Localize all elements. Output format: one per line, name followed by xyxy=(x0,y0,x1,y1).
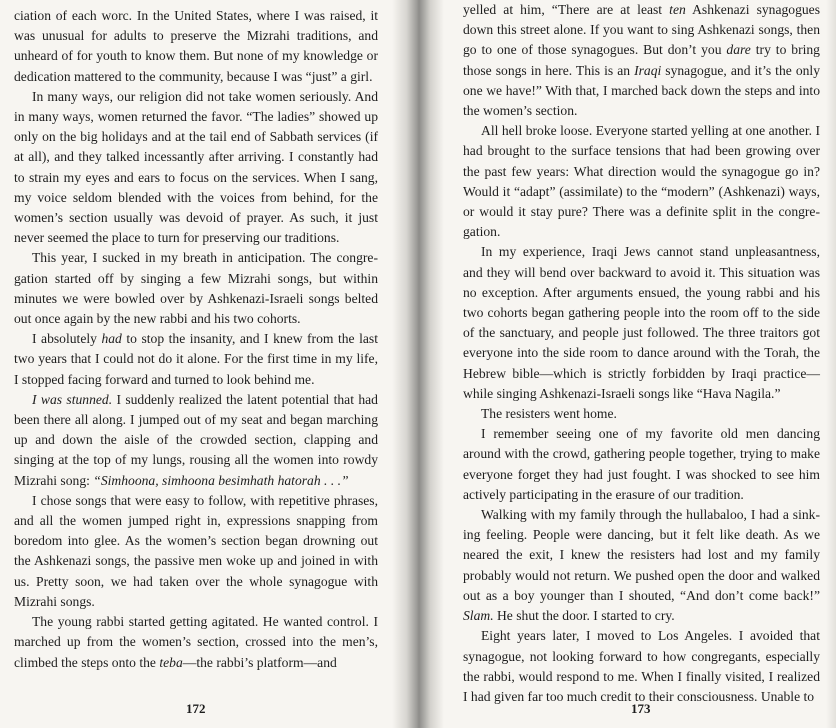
paragraph xyxy=(14,612,378,673)
paragraph xyxy=(463,121,820,242)
text-run: try to bring those songs in here. This is an xyxy=(463,42,820,78)
text-run: yelled at him, “There are at least xyxy=(463,2,670,17)
paragraph xyxy=(14,491,378,612)
text-run: I remember seeing one of my favorite old men dancing around with the crowd, gathering people together, trying to make everyone forget they had just fought. I was shocked to see him actively participating in the erasure of our tradition. xyxy=(463,426,820,502)
italic-text: ten xyxy=(669,2,686,17)
paragraph xyxy=(14,6,378,87)
paragraph xyxy=(14,329,378,390)
paragraph xyxy=(463,242,820,404)
text-run: In many ways, our religion did not take women seriously. And in many ways, women returned the favor. “The ladies” showed up only on the big holidays and at the tail end of Sabbath services (if at all), and they talked incessantly after arriving. I constantly had to strain my eyes and ears to focus on the services. When I sang, my voice seldom blended with the voices from behind, for the women’s section usually was devoid of prayer. As such, it just never seemed the place to turn for preserving our traditions. xyxy=(14,88,378,246)
text-run: The resisters went home. xyxy=(481,406,617,422)
text-run: The young rabbi started getting agitated. He wanted control. I marched up from the women’s section, crossed into the men’s, climbed the steps onto the xyxy=(14,614,378,670)
text-run: ciation of each worc. In the United States, where I was raised, it was unusual for adults to preserve the Mizrahi traditions, and unheard of for youth to know them. But none of my knowledge or dedication mattered to the community, because I was “just” a girl. xyxy=(14,8,378,84)
text-run: I absolutely xyxy=(32,331,102,347)
italic-text: teba xyxy=(159,654,183,670)
text-run: I chose songs that were easy to follow, with repetitive phrases, and all the women jumped right in, expressions snapping from boredom into glee. As the women’s section began drowning out the Ashkenazi songs, the passive men woke up and joined in with us. Pretty soon, we had taken over the whole synagogue with Mizrahi songs. xyxy=(14,492,378,609)
paragraph xyxy=(463,626,820,707)
text-run: Eight years later, I moved to Los Angeles. I avoided that synagogue, not looking forward to how congregants, especially the rabbi, would respond to me. When I finally visited, I realized I had given far too much credit to their consciousness. Unable to xyxy=(463,628,820,704)
italic-text: had xyxy=(101,331,122,347)
text-run: Walking with my family through the hullabaloo, I had a sinking feeling. People were dancing, but it felt like death. As we neared the exit, I knew the resisters had lost and my family probably would not return. We pushed open the door and walked out as a boy younger than I shouted, “And don’t come back!” xyxy=(463,507,820,603)
right-page-body xyxy=(463,0,820,707)
text-run: to stop the insanity, and I knew from the last two years that I could not do it alone. For the first time in my life, I stopped facing forward and turned to look behind me. xyxy=(14,331,378,387)
left-page xyxy=(0,0,412,728)
text-run: —the rabbi’s platform—and xyxy=(182,654,337,670)
italic-text: I was stunned. xyxy=(32,391,113,407)
text-run: He shut the door. I started to cry. xyxy=(493,608,675,624)
page-number-173: 173 xyxy=(631,700,651,716)
left-page-body xyxy=(14,6,378,673)
text-run: I suddenly realized the latent potential that had been there all along. I jumped out of my seat and began marching up and down the aisle of the crowded section, clapping and singing at the top of my lungs, rousing all the women into rowdy Mizrahi song: xyxy=(14,391,378,488)
text-run: In my experience, Iraqi Jews cannot stand unpleasantness, and they will bend over backward to avoid it. This situation was no exception. After arguments ensued, the young rabbi and his two cohorts began gathering people into the room off to the side of the sanctuary, and people just followed. The three traitors got everyone into the side room to dance around with the Torah, the Hebrew bible—which is strictly forbidden by Iraqi practice—while singing Ashkenazi-Israeli songs like “Hava Nagila.” xyxy=(463,244,820,401)
italic-text: Slam. xyxy=(463,608,494,624)
text-run: This year, I sucked in my breath in anticipation. The congregation started off by singing a few Mizrahi songs, but within minutes we were bowled over by Ashkenazi-Israeli songs belted out once again by the new rabbi and his two cohorts. xyxy=(14,250,378,327)
italic-text: “Simhoona, simhoona besimhath hatorah . . .” xyxy=(93,472,349,488)
italic-text: Iraqi xyxy=(634,62,662,78)
paragraph xyxy=(14,87,378,249)
italic-text: dare xyxy=(726,42,751,58)
text-run: synagogue, and it’s the only one we have!” With that, I marched back down the steps and into the women’s section. xyxy=(463,62,820,119)
text-run: Ashkenazi synagogues down this street alone. If you want to sing Ashkenazi songs, then go to one of those synagogues. But don’t you xyxy=(463,2,820,58)
paragraph xyxy=(14,390,378,491)
page-number-172: 172 xyxy=(186,700,206,716)
paragraph xyxy=(463,505,820,626)
paragraph xyxy=(14,248,378,329)
paragraph xyxy=(463,404,820,424)
paragraph xyxy=(463,424,820,505)
paragraph xyxy=(463,0,820,121)
text-run: All hell broke loose. Everyone started yelling at one another. I had brought to the surface tensions that had been growing over the past few years: What direction would the synagogue go in? Would it “adapt” (assimilate) to the “modern” (Ashkenazi) ways, or would it stay pure? There was a definite split in the congregation. xyxy=(463,123,820,240)
right-page xyxy=(426,0,836,728)
